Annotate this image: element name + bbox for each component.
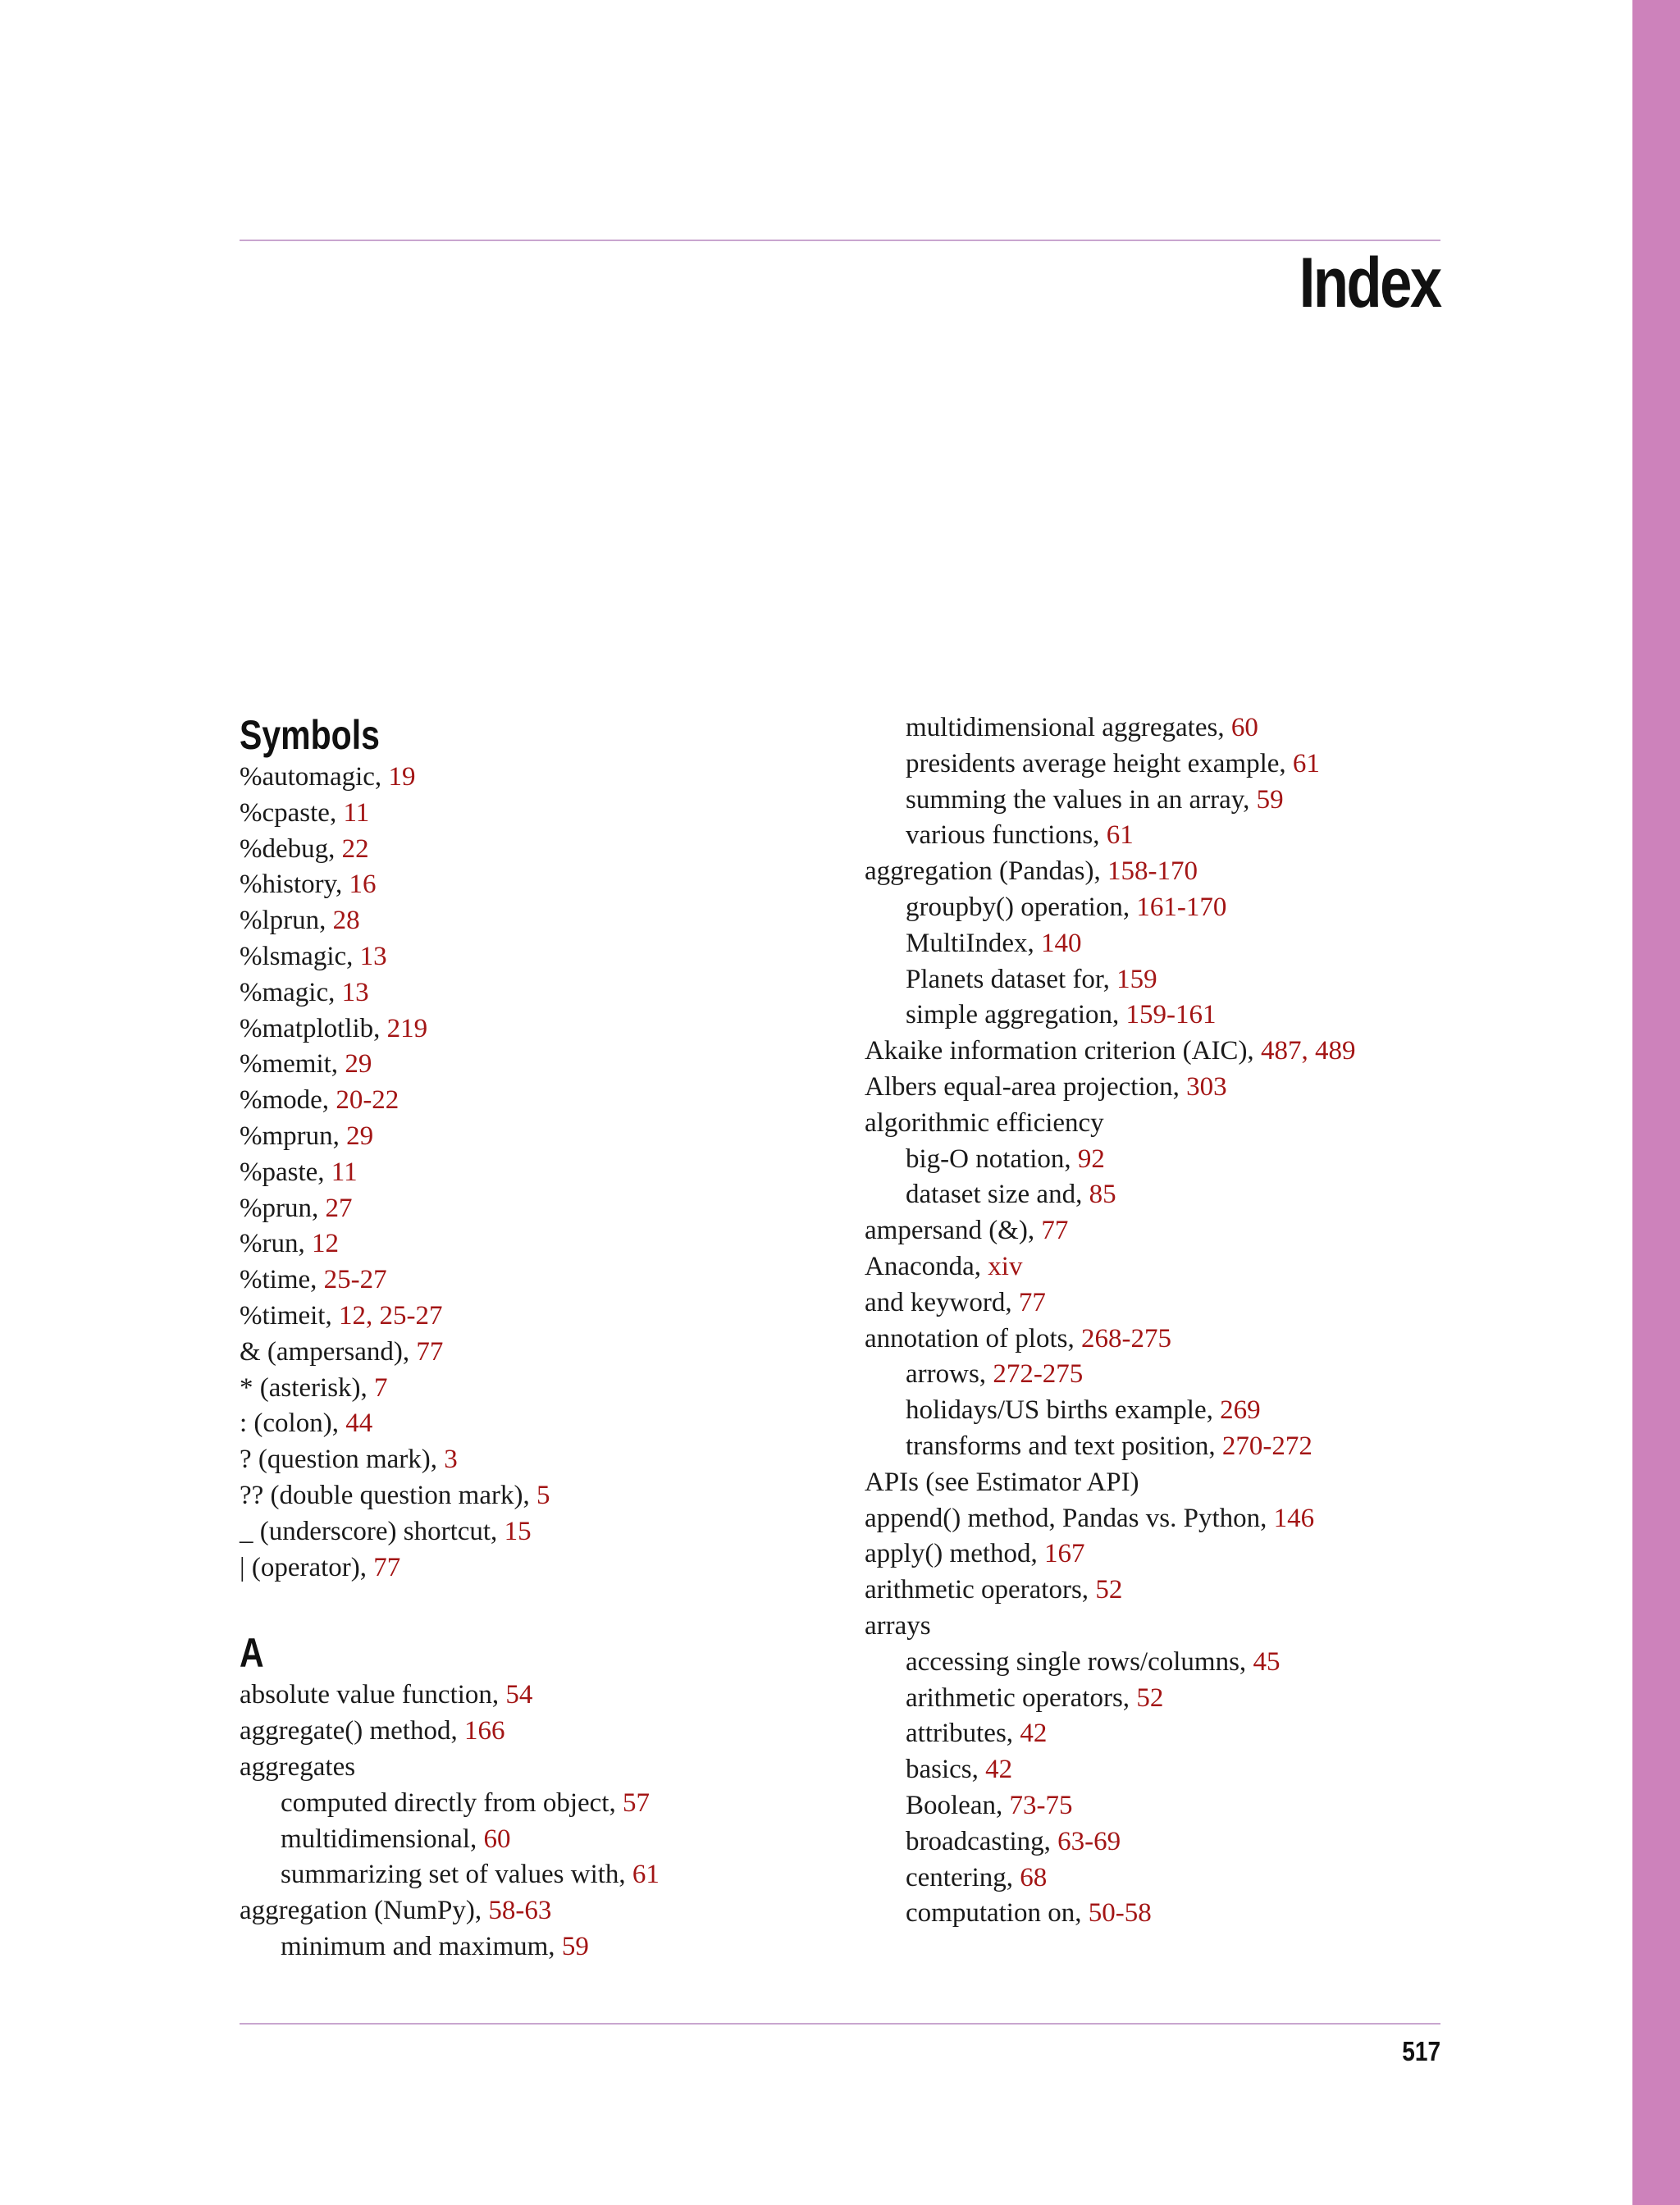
index-term: aggregates xyxy=(240,1751,356,1782)
page-reference[interactable]: 42 xyxy=(985,1755,1013,1785)
index-subentry xyxy=(865,1393,1455,1429)
page-reference[interactable]: 161-170 xyxy=(1136,892,1227,922)
page-reference[interactable]: 52 xyxy=(1136,1682,1164,1713)
index-subentry xyxy=(865,1177,1455,1213)
index-entry xyxy=(865,1609,1455,1645)
page-reference[interactable]: 158-170 xyxy=(1107,856,1198,887)
index-term: %lsmagic, xyxy=(240,941,360,971)
section-heading: Symbols xyxy=(240,712,380,758)
page-reference[interactable]: 270-272 xyxy=(1221,1431,1312,1461)
index-term: and keyword, xyxy=(865,1287,1019,1317)
index-term: : (colon), xyxy=(240,1408,346,1439)
index-entry xyxy=(240,1191,830,1227)
index-subentry xyxy=(865,1645,1455,1681)
index-term: %history, xyxy=(240,870,349,900)
index-term: append() method, Pandas vs. Python, xyxy=(865,1503,1274,1533)
index-term: Planets dataset for, xyxy=(906,964,1117,994)
page-reference[interactable]: 54 xyxy=(505,1680,533,1710)
page-reference[interactable]: 159 xyxy=(1116,964,1157,994)
index-term: accessing single rows/columns, xyxy=(906,1646,1253,1677)
chapter-edge-tab xyxy=(1632,0,1680,2205)
index-term: summing the values in an array, xyxy=(906,784,1257,815)
index-term: summarizing set of values with, xyxy=(281,1860,632,1890)
index-term: Anaconda, xyxy=(865,1251,988,1281)
page-reference[interactable]: 77 xyxy=(1041,1216,1069,1246)
page-reference[interactable]: 61 xyxy=(1106,820,1134,851)
page-reference[interactable]: 61 xyxy=(632,1860,660,1890)
index-section xyxy=(865,710,1455,1932)
index-subentry xyxy=(865,746,1455,783)
page-reference[interactable]: 20-22 xyxy=(336,1085,399,1116)
index-entry xyxy=(240,1155,830,1191)
page-reference[interactable]: 60 xyxy=(1230,713,1258,742)
page-title: Index xyxy=(1299,244,1440,322)
index-term: annotation of plots, xyxy=(865,1323,1081,1354)
page-reference[interactable]: 57 xyxy=(622,1787,650,1818)
index-entry xyxy=(865,1573,1455,1609)
index-term: %prun, xyxy=(240,1193,326,1223)
index-subentry xyxy=(865,818,1455,854)
index-term: %magic, xyxy=(240,977,342,1007)
index-term: _ (underscore) shortcut, xyxy=(240,1516,504,1546)
index-term: aggregation (NumPy), xyxy=(240,1896,489,1926)
index-subentry xyxy=(240,1822,830,1858)
index-term: %time, xyxy=(240,1265,324,1295)
page-reference[interactable]: 13 xyxy=(341,977,369,1007)
index-term: %run, xyxy=(240,1229,312,1259)
page-reference[interactable]: xiv xyxy=(988,1251,1023,1281)
index-entry xyxy=(240,832,830,868)
index-entry xyxy=(240,1226,830,1262)
index-subentry xyxy=(865,1681,1455,1717)
index-subentry xyxy=(865,1752,1455,1788)
index-column-left xyxy=(240,710,830,1965)
page-reference[interactable]: 11 xyxy=(331,1157,358,1187)
index-entry xyxy=(240,1714,830,1750)
index-entry xyxy=(240,1083,830,1119)
index-entry xyxy=(865,1070,1455,1106)
index-term: computed directly from object, xyxy=(281,1787,623,1818)
index-term: apply() method, xyxy=(865,1539,1045,1569)
page-reference[interactable]: 50-58 xyxy=(1088,1898,1152,1929)
page-reference[interactable]: 11 xyxy=(343,797,370,828)
page-reference[interactable]: 167 xyxy=(1044,1539,1085,1569)
page-reference[interactable]: 13 xyxy=(359,941,387,971)
index-entry xyxy=(240,975,830,1011)
page-reference[interactable]: 61 xyxy=(1292,748,1320,778)
section-heading: A xyxy=(240,1630,264,1677)
page-reference[interactable]: 63-69 xyxy=(1057,1826,1121,1856)
index-term: arrays xyxy=(865,1610,931,1641)
index-term: Akaike information criterion (AIC), xyxy=(865,1036,1261,1066)
index-term: * (asterisk), xyxy=(240,1372,375,1403)
page-reference[interactable]: 303 xyxy=(1186,1071,1227,1102)
index-entry xyxy=(865,1106,1455,1142)
page-reference[interactable]: 22 xyxy=(341,833,369,864)
index-entry xyxy=(240,1299,830,1335)
index-term: big-O notation, xyxy=(906,1144,1078,1174)
index-entry xyxy=(240,1335,830,1371)
page-reference[interactable]: 29 xyxy=(346,1121,374,1151)
page-reference[interactable]: 77 xyxy=(373,1552,401,1582)
index-entry xyxy=(865,1034,1455,1070)
index-section xyxy=(240,710,830,1586)
index-subentry xyxy=(865,998,1455,1034)
page-reference[interactable]: 140 xyxy=(1040,928,1082,958)
index-subentry xyxy=(240,1786,830,1822)
index-entry xyxy=(865,1322,1455,1358)
index-term: broadcasting, xyxy=(906,1826,1058,1856)
index-entry xyxy=(240,1893,830,1929)
index-subentry xyxy=(865,1357,1455,1393)
page-reference[interactable]: 59 xyxy=(561,1931,589,1961)
page-reference[interactable]: 16 xyxy=(349,870,377,900)
page-reference[interactable]: 159-161 xyxy=(1125,1000,1217,1030)
page-reference[interactable]: 5 xyxy=(536,1480,550,1510)
index-subentry xyxy=(865,1142,1455,1178)
page-reference[interactable]: 92 xyxy=(1077,1144,1105,1174)
index-entry xyxy=(240,1011,830,1048)
page-reference[interactable]: 52 xyxy=(1095,1575,1123,1605)
page-reference[interactable]: 29 xyxy=(345,1049,372,1080)
index-term: dataset size and, xyxy=(906,1180,1089,1210)
index-term: %automagic, xyxy=(240,762,389,792)
page-reference[interactable]: 25-27 xyxy=(323,1265,387,1295)
index-term: %debug, xyxy=(240,833,342,864)
index-term: arithmetic operators, xyxy=(906,1682,1137,1713)
page-reference[interactable]: 272-275 xyxy=(993,1359,1084,1390)
index-subentry xyxy=(865,1896,1455,1932)
page-reference[interactable]: 7 xyxy=(374,1372,388,1403)
index-column-right xyxy=(865,710,1455,1932)
page-reference[interactable]: 58-63 xyxy=(488,1896,552,1926)
index-term: attributes, xyxy=(906,1719,1020,1749)
index-term: computation on, xyxy=(906,1898,1089,1929)
index-term: algorithmic efficiency xyxy=(865,1107,1104,1138)
index-term: %cpaste, xyxy=(240,797,344,828)
page-reference[interactable]: 59 xyxy=(1256,784,1284,815)
page-reference[interactable]: 85 xyxy=(1089,1180,1116,1210)
index-subentry xyxy=(865,926,1455,962)
page-reference[interactable]: 45 xyxy=(1253,1646,1281,1677)
index-term: %mprun, xyxy=(240,1121,347,1151)
index-term: simple aggregation, xyxy=(906,1000,1126,1030)
index-term: absolute value function, xyxy=(240,1680,506,1710)
page-reference[interactable]: 15 xyxy=(504,1516,532,1546)
page-reference[interactable]: 166 xyxy=(463,1716,505,1746)
index-term: transforms and text position, xyxy=(906,1431,1222,1461)
index-entry xyxy=(865,854,1455,890)
index-entry xyxy=(865,1465,1455,1501)
index-subentry xyxy=(865,1824,1455,1860)
index-term: aggregation (Pandas), xyxy=(865,856,1107,887)
index-term: Albers equal-area projection, xyxy=(865,1071,1187,1102)
page-number: 517 xyxy=(1402,2036,1440,2066)
page-reference[interactable]: 269 xyxy=(1220,1395,1261,1426)
index-subentry xyxy=(865,1788,1455,1824)
index-term: ampersand (&), xyxy=(865,1216,1042,1246)
index-term: %paste, xyxy=(240,1157,331,1187)
index-entry xyxy=(240,903,830,939)
index-entry xyxy=(865,1285,1455,1322)
index-term: arithmetic operators, xyxy=(865,1575,1096,1605)
page-reference[interactable]: 487, 489 xyxy=(1260,1036,1356,1066)
index-subentry xyxy=(865,1716,1455,1752)
footer-rule xyxy=(240,2023,1440,2025)
index-term: holidays/US births example, xyxy=(906,1395,1221,1426)
header-rule xyxy=(240,240,1440,241)
index-entry xyxy=(240,1371,830,1407)
index-term: groupby() operation, xyxy=(906,892,1137,922)
index-term: & (ampersand), xyxy=(240,1336,417,1367)
page-reference[interactable]: 68 xyxy=(1020,1862,1048,1892)
page-reference[interactable]: 12, 25-27 xyxy=(338,1300,443,1331)
index-subentry xyxy=(865,710,1455,746)
index-entry xyxy=(240,1262,830,1299)
index-term: multidimensional aggregates, xyxy=(906,713,1231,742)
index-entry xyxy=(240,1406,830,1442)
page-reference[interactable]: 42 xyxy=(1020,1719,1048,1749)
index-term: | (operator), xyxy=(240,1552,374,1582)
index-term: %memit, xyxy=(240,1049,345,1080)
index-term: MultiIndex, xyxy=(906,928,1041,958)
index-term: aggregate() method, xyxy=(240,1716,464,1746)
index-term: %timeit, xyxy=(240,1300,339,1331)
index-entry xyxy=(240,1514,830,1550)
index-entry xyxy=(240,1119,830,1155)
index-term: multidimensional, xyxy=(281,1824,484,1854)
index-term: Boolean, xyxy=(906,1790,1010,1820)
page-reference[interactable]: 12 xyxy=(311,1229,339,1259)
index-term: %matplotlib, xyxy=(240,1013,387,1043)
index-subentry xyxy=(865,1860,1455,1897)
page-reference[interactable]: 27 xyxy=(325,1193,353,1223)
index-term: minimum and maximum, xyxy=(281,1931,562,1961)
index-entry xyxy=(240,1442,830,1478)
page-reference[interactable]: 3 xyxy=(444,1445,458,1475)
index-term: presidents average height example, xyxy=(906,748,1293,778)
index-term: centering, xyxy=(906,1862,1020,1892)
page-reference[interactable]: 77 xyxy=(1018,1287,1046,1317)
index-entry xyxy=(240,1047,830,1083)
index-entry xyxy=(240,1478,830,1514)
index-entry xyxy=(240,760,830,796)
index-term: various functions, xyxy=(906,820,1107,851)
index-term: ? (question mark), xyxy=(240,1445,445,1475)
index-term: ?? (double question mark), xyxy=(240,1480,536,1510)
index-subentry xyxy=(865,890,1455,926)
page-reference[interactable]: 44 xyxy=(345,1408,373,1439)
page-reference[interactable]: 73-75 xyxy=(1009,1790,1073,1820)
page-reference[interactable]: 60 xyxy=(483,1824,511,1854)
index-entry xyxy=(240,939,830,975)
page-reference[interactable]: 28 xyxy=(332,906,360,936)
index-subentry xyxy=(240,1929,830,1965)
index-entry xyxy=(865,1249,1455,1285)
index-term: basics, xyxy=(906,1755,986,1785)
index-section xyxy=(240,1628,830,1965)
index-entry xyxy=(240,1678,830,1714)
page-reference[interactable]: 77 xyxy=(416,1336,444,1367)
index-subentry xyxy=(865,1429,1455,1465)
index-entry xyxy=(865,1536,1455,1573)
index-entry xyxy=(240,1550,830,1586)
index-subentry xyxy=(865,962,1455,998)
index-term: arrows, xyxy=(906,1359,993,1390)
index-entry xyxy=(240,796,830,832)
page-reference[interactable]: 146 xyxy=(1273,1503,1315,1533)
index-entry xyxy=(865,1213,1455,1249)
index-entry xyxy=(240,1750,830,1786)
index-subentry xyxy=(865,783,1455,819)
index-entry xyxy=(240,867,830,903)
index-term: APIs (see Estimator API) xyxy=(865,1467,1139,1497)
page-reference[interactable]: 268-275 xyxy=(1080,1323,1171,1354)
index-entry xyxy=(865,1501,1455,1537)
index-term: %mode, xyxy=(240,1085,336,1116)
page-reference[interactable]: 219 xyxy=(386,1013,428,1043)
page-reference[interactable]: 19 xyxy=(388,762,416,792)
index-term: %lprun, xyxy=(240,906,333,936)
index-subentry xyxy=(240,1857,830,1893)
